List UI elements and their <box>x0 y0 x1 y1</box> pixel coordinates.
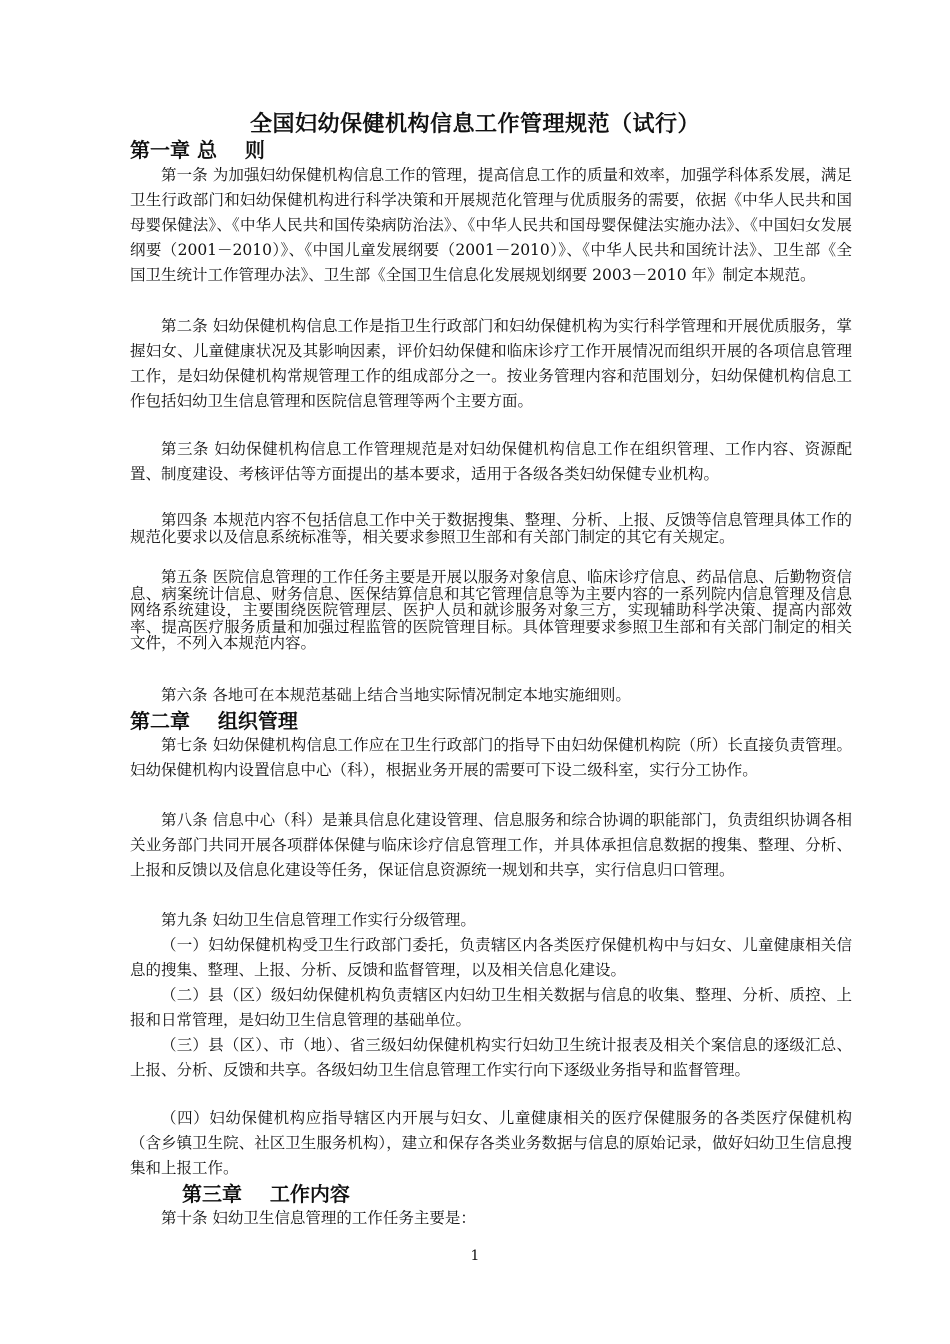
article-paragraph: （二）县（区）级妇幼保健机构负责辖区内妇幼卫生相关数据与信息的收集、整理、分析、质控、上报和日常管理，是妇幼卫生信息管理的基础单位。 <box>130 986 852 1029</box>
article-paragraph: 第五条 医院信息管理的工作任务主要是开展以服务对象信息、临床诊疗信息、药品信息、后勤物资信息、病案统计信息、财务信息、医保结算信息和其它管理信息等为主要内容的一系列院内信息管理及信息网络系统建设，主要围绕医院管理层、医护人员和就诊服务对象三方，实现辅助科学决策、提高内部效率、提高医疗服务质量和加强过程监管的医院管理目标。具体管理要求参照卫生部和有关部门制定的相关文件，不列入本规范内容。 <box>130 568 852 652</box>
article-paragraph: 第二条 妇幼保健机构信息工作是指卫生行政部门和妇幼保健机构为实行科学管理和开展优质服务，掌握妇女、儿童健康状况及其影响因素，评价妇幼保健和临床诊疗工作开展情况而组织开展的各项信息管理工作，是妇幼保健机构常规管理工作的组成部分之一。按业务管理内容和范围划分，妇幼保健机构信息工作包括妇幼卫生信息管理和医院信息管理等两个主要方面。 <box>130 317 852 410</box>
chapter-heading: 第二章 组织管理 <box>130 709 298 733</box>
article-paragraph: 第三条 妇幼保健机构信息工作管理规范是对妇幼保健机构信息工作在组织管理、工作内容、资源配置、制度建设、考核评估等方面提出的基本要求，适用于各级各类妇幼保健专业机构。 <box>130 440 852 483</box>
page-number: 1 <box>470 1248 480 1264</box>
chapter-heading: 第一章 总 则 <box>130 138 265 162</box>
article-paragraph: （四）妇幼保健机构应指导辖区内开展与妇女、儿童健康相关的医疗保健服务的各类医疗保健机构（含乡镇卫生院、社区卫生服务机构），建立和保存各类业务数据与信息的原始记录，做好妇幼卫生信息搜集和上报工作。 <box>130 1109 852 1177</box>
article-paragraph: 第八条 信息中心（科）是兼具信息化建设管理、信息服务和综合协调的职能部门，负责组织协调各相关业务部门共同开展各项群体保健与临床诊疗信息管理工作，并具体承担信息数据的搜集、整理、分析、上报和反馈以及信息化建设等任务，保证信息资源统一规划和共享，实行信息归口管理。 <box>130 811 852 879</box>
article-paragraph: 第六条 各地可在本规范基础上结合当地实际情况制定本地实施细则。 <box>161 686 631 704</box>
article-paragraph: 第一条 为加强妇幼保健机构信息工作的管理，提高信息工作的质量和效率，加强学科体系发展，满足卫生行政部门和妇幼保健机构进行科学决策和开展规范化管理与优质服务的需要，依据《中华人民共和国母婴保健法》、《中华人民共和国传染病防治法》、《中华人民共和国母婴保健法实施办法》、《中国妇女发展纲要（2001－2010）》、《中国儿童发展纲要（2001－2010）》、《中华人民共和国统计法》、卫生部《全国卫生统计工作管理办法》、卫生部《全国卫生信息化发展规划纲要 2003－2010 年》制定本规范。 <box>130 166 852 284</box>
document-title: 全国妇幼保健机构信息工作管理规范（试行） <box>249 112 700 137</box>
article-paragraph: （三）县（区）、市（地）、省三级妇幼保健机构实行妇幼卫生统计报表及相关个案信息的逐级汇总、上报、分析、反馈和共享。各级妇幼卫生信息管理工作实行向下逐级业务指导和监督管理。 <box>130 1036 852 1079</box>
article-paragraph: 第十条 妇幼卫生信息管理的工作任务主要是： <box>161 1209 476 1227</box>
article-paragraph: （一）妇幼保健机构受卫生行政部门委托，负责辖区内各类医疗保健机构中与妇女、儿童健康相关信息的搜集、整理、上报、分析、反馈和监督管理，以及相关信息化建设。 <box>130 936 852 979</box>
article-paragraph: 第四条 本规范内容不包括信息工作中关于数据搜集、整理、分析、上报、反馈等信息管理具体工作的规范化要求以及信息系统标准等，相关要求参照卫生部和有关部门制定的其它有关规定。 <box>130 511 852 546</box>
article-paragraph: 第九条 妇幼卫生信息管理工作实行分级管理。 <box>161 911 476 929</box>
chapter-heading: 第三章 工作内容 <box>182 1182 350 1206</box>
article-paragraph: 第七条 妇幼保健机构信息工作应在卫生行政部门的指导下由妇幼保健机构院（所）长直接负责管理。妇幼保健机构内设置信息中心（科），根据业务开展的需要可下设二级科室，实行分工协作。 <box>130 736 852 779</box>
